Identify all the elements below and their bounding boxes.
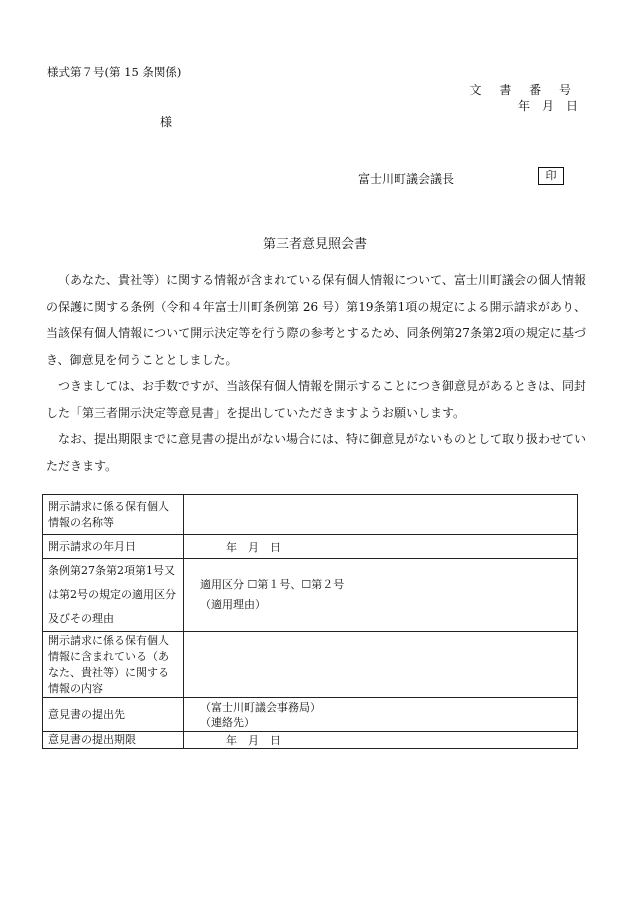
table-label: 意見書の提出先 bbox=[43, 698, 184, 732]
table-value: 年 月 日 bbox=[184, 535, 578, 559]
table-value: 年 月 日 bbox=[184, 732, 578, 749]
table-label: 条例第27条第2項第1号又は第2号の規定の適用区分及びその理由 bbox=[43, 559, 184, 632]
table-value bbox=[184, 632, 578, 698]
seal-box: 印 bbox=[538, 167, 564, 185]
submission-office: （富士川町議会事務局） bbox=[200, 700, 321, 714]
issue-date: 年 月 日 bbox=[517, 99, 578, 113]
paragraph-1: （あなた、貴社等）に関する情報が含まれている保有個人情報について、富士川町議会の個人情報の保護に関する条例（令和４年富士川町条例第 26 号）第19条第1項の規定による開示請求があり、当該保有個人情報について開示決定等を行う際の参考とするため、同条例第27条第2項の規定に基づき、御意見を伺うこととしました。 bbox=[46, 273, 586, 367]
info-table bbox=[42, 494, 578, 749]
table-row bbox=[43, 559, 578, 632]
paragraph-3: なお、提出期限までに意見書の提出がない場合には、特に御意見がないものとして取り扱わせていただきます。 bbox=[46, 432, 587, 473]
sender-name: 富士川町議会議長 bbox=[358, 172, 455, 186]
table-row bbox=[43, 495, 578, 535]
contact-info: （連絡先） bbox=[200, 715, 255, 729]
applicable-reason: （適用理由） bbox=[200, 598, 266, 611]
table-value bbox=[184, 495, 578, 535]
table-row bbox=[43, 535, 578, 559]
applicable-category: 適用区分 ☐第１号、☐第２号 bbox=[200, 578, 345, 591]
addressee-suffix: 様 bbox=[160, 115, 173, 129]
table-row bbox=[43, 698, 578, 732]
table-label: 開示請求に係る保有個人情報の名称等 bbox=[43, 495, 184, 535]
table-label: 意見書の提出期限 bbox=[43, 732, 184, 749]
table-value bbox=[184, 698, 578, 732]
form-number: 様式第７号(第 15 条関係) bbox=[47, 65, 182, 79]
table-row bbox=[43, 632, 578, 698]
document-number-label: 文 書 番 号 bbox=[469, 83, 578, 97]
table-value bbox=[184, 559, 578, 632]
table-label: 開示請求に係る保有個人情報に含まれている（あなた、貴社等）に関する情報の内容 bbox=[43, 632, 184, 698]
document-title: 第三者意見照会書 bbox=[262, 237, 367, 252]
table-label: 開示請求の年月日 bbox=[43, 535, 184, 559]
paragraph-2: つきましては、お手数ですが、当該保有個人情報を開示することにつき御意見があるときは、同封した「第三者開示決定等意見書」を提出していただきますようお願いします。 bbox=[46, 379, 586, 420]
table-row bbox=[43, 732, 578, 749]
letter-body bbox=[46, 267, 586, 479]
